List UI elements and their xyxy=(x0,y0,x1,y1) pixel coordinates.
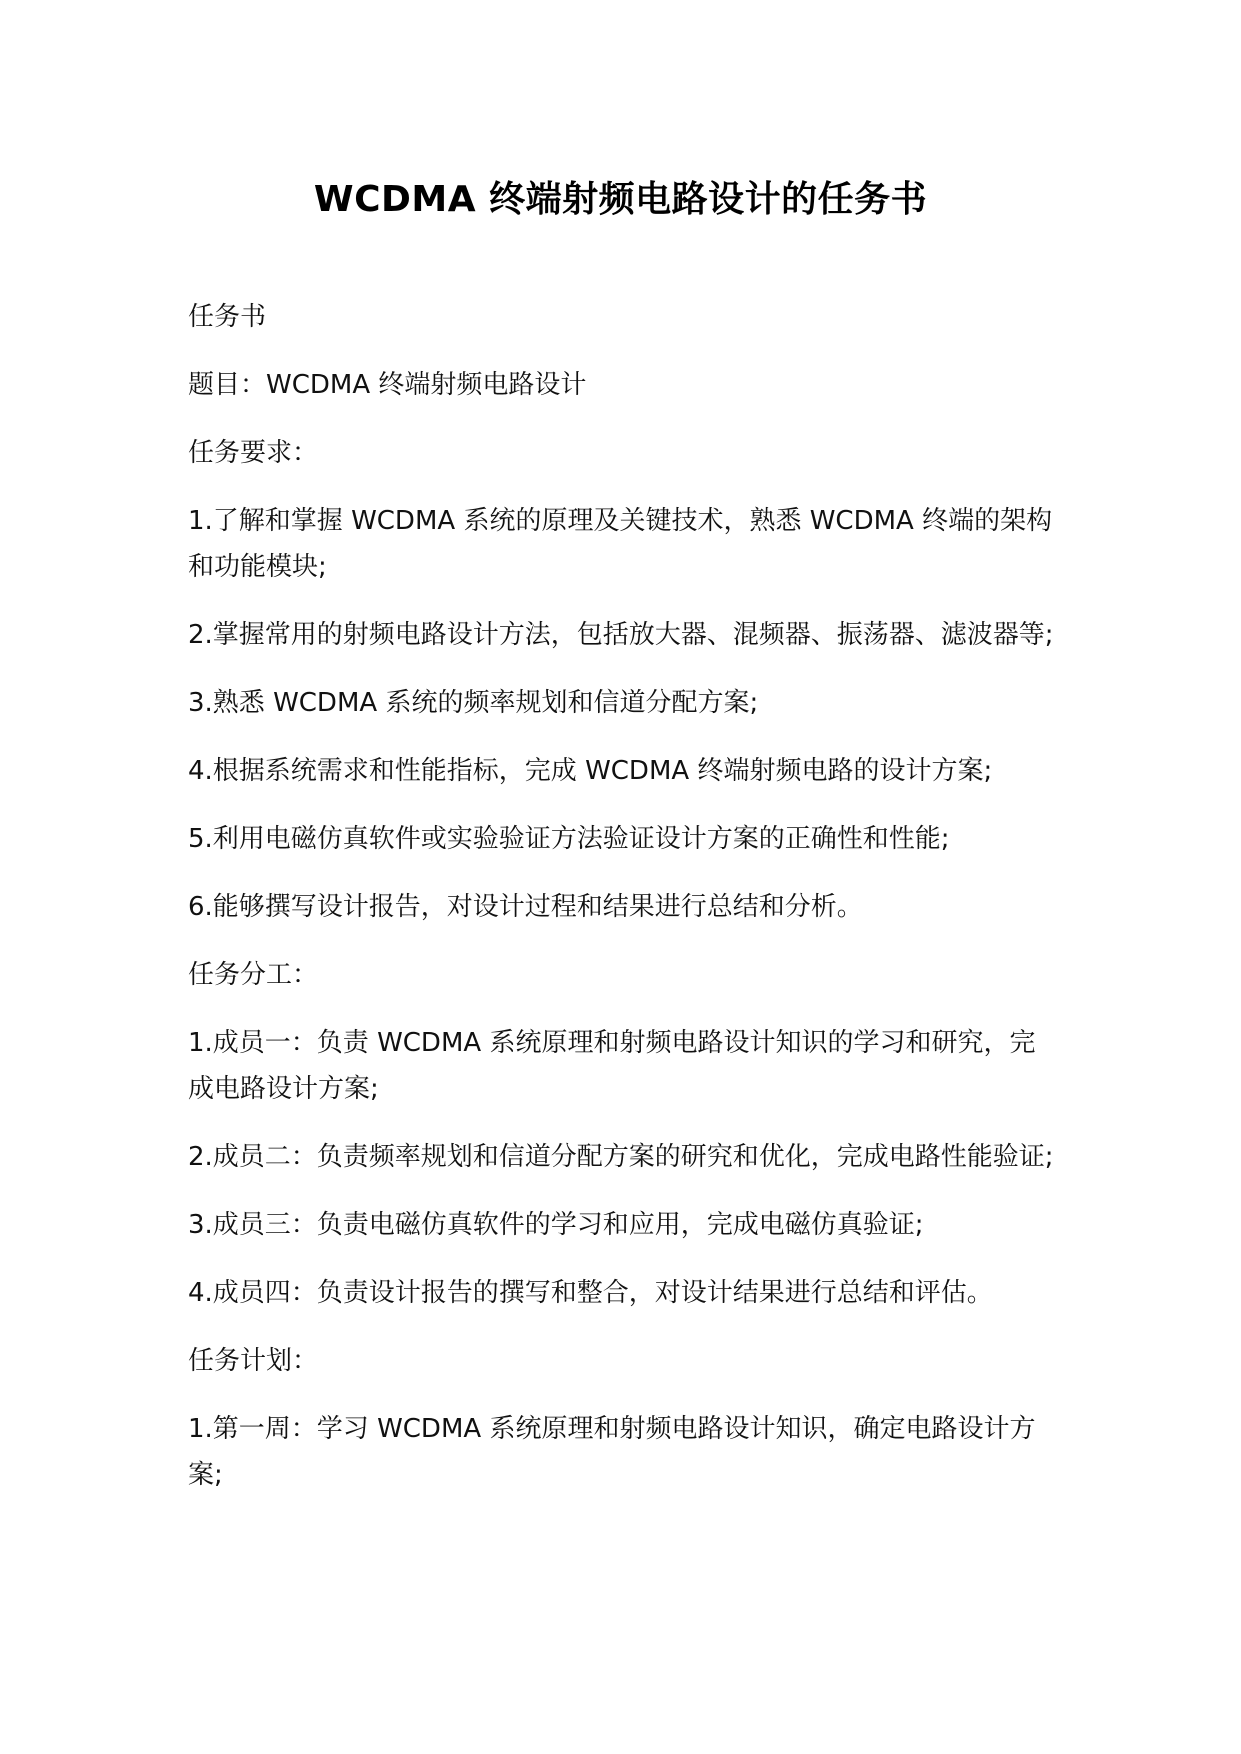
requirement-item: 4.根据系统需求和性能指标，完成 WCDMA 终端射频电路的设计方案; xyxy=(188,756,993,786)
requirement-item: 1.了解和掌握 WCDMA 系统的原理及关键技术，熟悉 WCDMA 终端的架构和功能模块; xyxy=(188,506,1053,582)
section-heading-plan: 任务计划： xyxy=(188,1346,319,1376)
plan-item: 1.第一周：学习 WCDMA 系统原理和射频电路设计知识，确定电路设计方案; xyxy=(188,1414,1036,1490)
topic-line: 题目：WCDMA 终端射频电路设计 xyxy=(188,370,587,400)
division-item: 4.成员四：负责设计报告的撰写和整合，对设计结果进行总结和评估。 xyxy=(188,1278,993,1308)
section-heading-task-book: 任务书 xyxy=(188,302,267,332)
document-title: WCDMA 终端射频电路设计的任务书 xyxy=(313,179,928,220)
requirement-item: 5.利用电磁仿真软件或实验验证方法验证设计方案的正确性和性能; xyxy=(188,824,950,854)
division-item: 3.成员三：负责电磁仿真软件的学习和应用，完成电磁仿真验证; xyxy=(188,1210,924,1240)
requirement-item: 3.熟悉 WCDMA 系统的频率规划和信道分配方案; xyxy=(188,688,759,718)
section-heading-requirements: 任务要求： xyxy=(188,438,319,468)
section-heading-division: 任务分工： xyxy=(188,960,319,990)
requirement-item: 2.掌握常用的射频电路设计方法，包括放大器、混频器、振荡器、滤波器等; xyxy=(188,620,1054,650)
division-item: 2.成员二：负责频率规划和信道分配方案的研究和优化，完成电路性能验证; xyxy=(188,1142,1054,1172)
document-body xyxy=(188,294,1058,1520)
division-item: 1.成员一：负责 WCDMA 系统原理和射频电路设计知识的学习和研究，完成电路设计方案; xyxy=(188,1028,1036,1104)
requirement-item: 6.能够撰写设计报告，对设计过程和结果进行总结和分析。 xyxy=(188,892,863,922)
